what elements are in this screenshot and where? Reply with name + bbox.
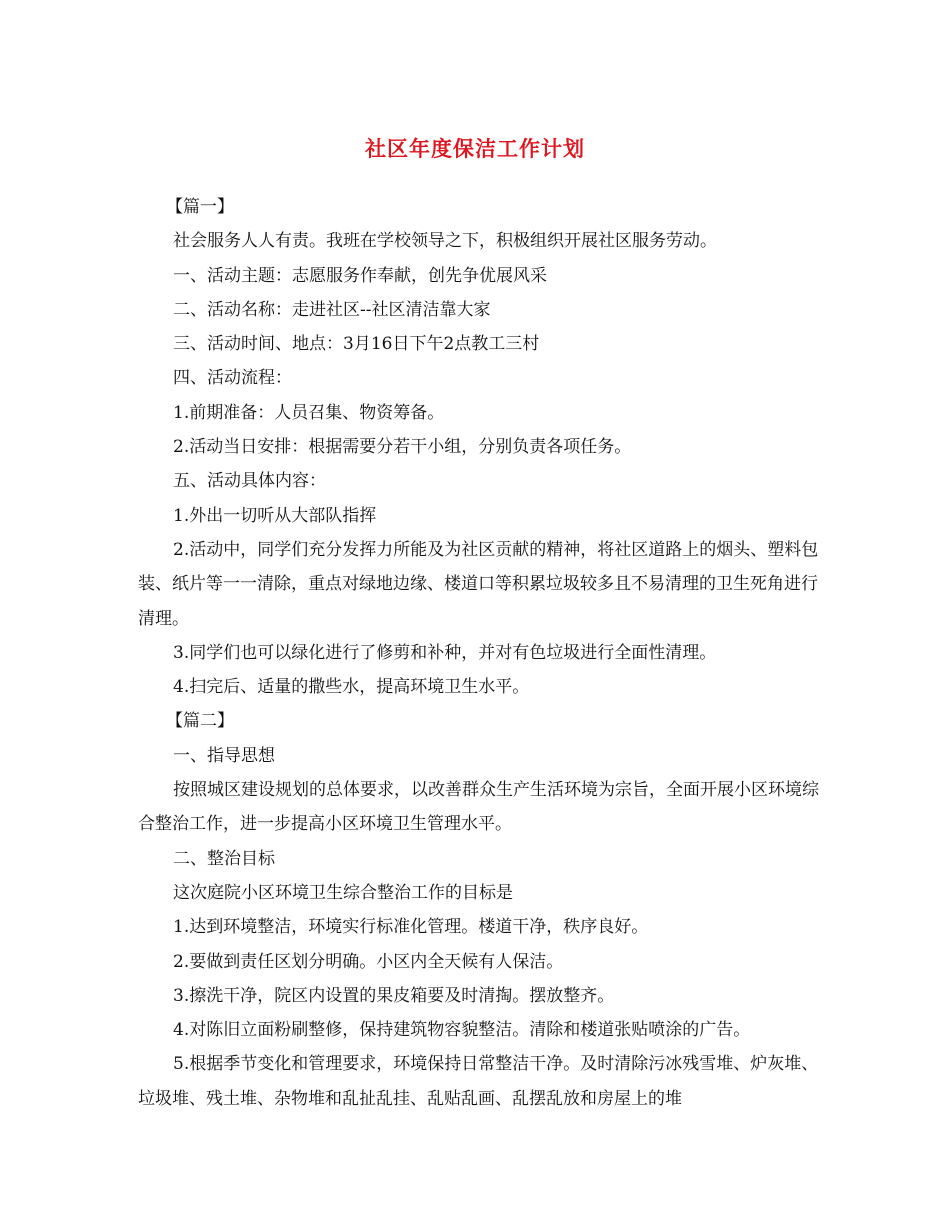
paragraph: 按照城区建设规划的总体要求，以改善群众生产生活环境为宗旨，全面开展小区环境综合整治工作，进一步提高小区环境卫生管理水平。 — [138, 780, 819, 835]
document-body — [138, 190, 828, 1116]
paragraph: 四、活动流程： — [173, 368, 292, 389]
section-heading: 【篇二】 — [166, 711, 234, 732]
paragraph: 5.根据季节变化和管理要求，环境保持日常整洁干净。及时清除污冰残雪堆、炉灰堆、垃圾堆、残土堆、杂物堆和乱扯乱挂、乱贴乱画、乱摆乱放和房屋上的堆 — [138, 1054, 819, 1109]
paragraph: 一、活动主题：志愿服务作奉献，创先争优展风采 — [173, 265, 547, 286]
paragraph: 二、整治目标 — [173, 848, 275, 869]
paragraph: 1.达到环境整洁，环境实行标准化管理。楼道干净，秩序良好。 — [173, 917, 649, 938]
paragraph: 3.擦洗干净，院区内设置的果皮箱要及时清掏。摆放整齐。 — [173, 985, 615, 1006]
paragraph: 一、指导思想 — [173, 745, 275, 766]
paragraph: 三、活动时间、地点：3月16日下午2点教工三村 — [173, 334, 540, 355]
paragraph: 五、活动具体内容： — [173, 471, 326, 492]
document-title: 社区年度保洁工作计划 — [365, 136, 585, 162]
paragraph: 3.同学们也可以绿化进行了修剪和补种，并对有色垃圾进行全面性清理。 — [173, 642, 717, 663]
paragraph: 2.要做到责任区划分明确。小区内全天候有人保洁。 — [173, 951, 564, 972]
paragraph: 1.外出一切听从大部队指挥 — [173, 505, 377, 526]
paragraph: 二、活动名称：走进社区--社区清洁靠大家 — [173, 299, 491, 320]
paragraph: 1.前期准备：人员召集、物资筹备。 — [173, 402, 445, 423]
paragraph: 2.活动当日安排：根据需要分若干小组，分别负责各项任务。 — [173, 437, 632, 458]
paragraph: 4.对陈旧立面粉刷整修，保持建筑物容貌整洁。清除和楼道张贴喷涂的广告。 — [173, 1020, 751, 1041]
paragraph: 这次庭院小区环境卫生综合整治工作的目标是 — [173, 882, 513, 903]
paragraph: 2.活动中，同学们充分发挥力所能及为社区贡献的精神，将社区道路上的烟头、塑料包装、纸片等一一清除，重点对绿地边缘、楼道口等积累垃圾较多且不易清理的卫生死角进行清理。 — [138, 539, 819, 629]
section-heading: 【篇一】 — [166, 197, 234, 217]
paragraph: 4.扫完后、适量的撒些水，提高环境卫生水平。 — [173, 677, 530, 698]
paragraph: 社会服务人人有责。我班在学校领导之下，积极组织开展社区服务劳动。 — [173, 231, 717, 252]
